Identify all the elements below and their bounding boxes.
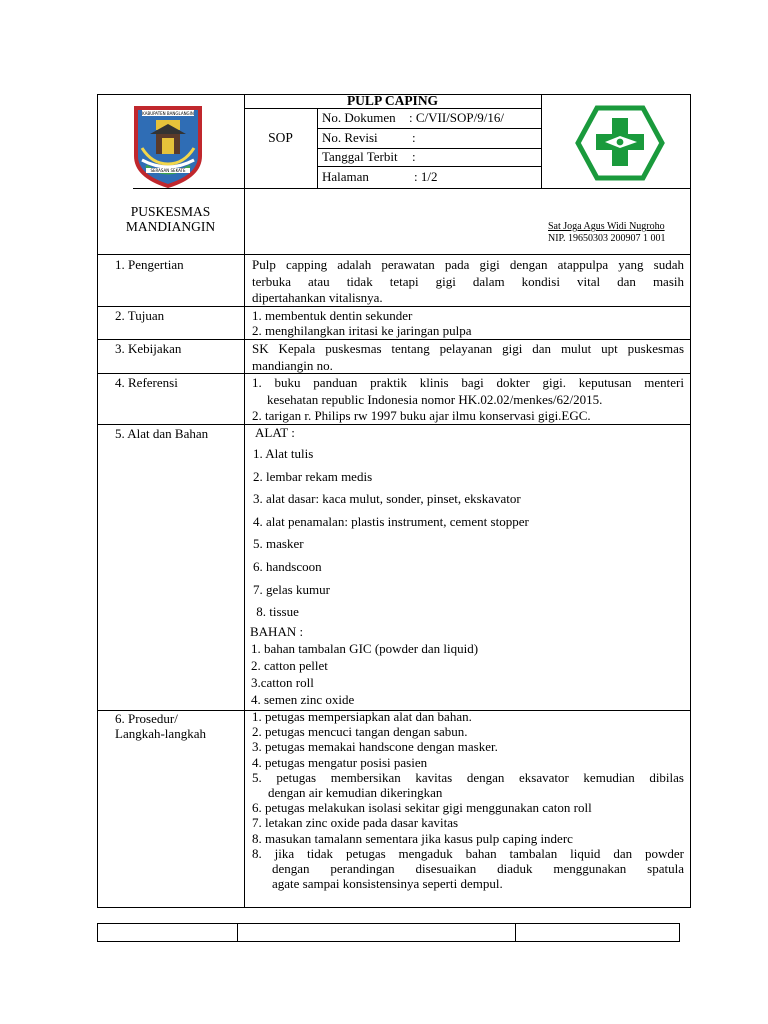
alat-title: ALAT : [255,425,295,440]
svg-text:KABUPATEN BANGLANGIN: KABUPATEN BANGLANGIN [142,111,194,116]
row-line-3 [97,339,691,340]
signer-name: Sat Joga Agus Widi Nugroho [548,221,665,232]
list-item: 2. petugas mencuci tangan dengan sabun. [252,724,468,740]
pengertian-text: Pulp capping adalah perawatan pada gigi dengan atappulpa yang sudah terbuka atau tidak tetapi gigi dalam kondisi vital dan masih dipertahankan vitalisnya. [252,257,684,305]
field-no-revisi-label: No. Revisi [322,130,378,145]
puskesmas-cross-icon [575,105,665,181]
list-item: 3. petugas memakai handscone dengan masker. [252,739,498,755]
footer-divider-1 [237,923,238,942]
list-item: 3. alat dasar: kaca mulut, sonder, pinset, ekskavator [253,491,521,507]
table-border-right [690,94,691,908]
list-item: 1. bahan tambalan GIC (powder dan liquid) [251,641,479,656]
field-no-dokumen-value: : C/VII/SOP/9/16/ [409,110,504,125]
document-title: PULP CAPING [346,93,439,108]
list-item: 2. menghilangkan iritasi ke jaringan pulpa [252,323,472,339]
list-item: 4. semen zinc oxide [251,692,355,707]
header-divider-right [541,94,542,189]
prosedur-steps: 1. petugas mempersiapkan alat dan bahan. 2. petugas mencuci tangan dengan sabun. 3. petugas memakai handscone dengan masker. 4. petugas mengatur posisi pasien 5. petugas membersikan kavitas dengan eksavator kemudian dibilas dengan air kemudian dikeringkan 6. petugas melakukan isolasi sekitar gigi menggunakan caton roll 7. letakan zinc oxide pada dasar kavitas 8. masukan tamalann sementara jika kasus pulp caping inderc 8. jika tidak petugas mengaduk bahan tambalan liquid dan powder dengan perandingan disesuaikan diaduk menggunakan spatula agate sampai konsistensinya seperti dempul. [252,709,684,892]
section-label-tujuan: 2. Tujuan [115,308,165,323]
list-item: 1. petugas mempersiapkan alat dan bahan. [252,709,472,724]
header-bottom-line-left [133,188,244,189]
tujuan-list [252,308,472,338]
field-line-3 [317,166,541,167]
list-item: 5. masker [253,536,304,552]
label-column-divider [244,94,245,908]
footer-border-left [97,923,98,942]
section-label-pengertian: 1. Pengertian [115,257,184,272]
list-item: 4. petugas mengatur posisi pasien [252,754,428,770]
field-line-1 [317,128,541,129]
list-item: 1. Alat tulis [253,446,314,461]
section-label-referensi: 4. Referensi [115,375,178,390]
row-line-1 [97,254,691,255]
list-item: 6. petugas melakukan isolasi sekitar gigi menggunakan caton roll [252,800,592,816]
footer-divider-2 [515,923,516,942]
list-item: 8. jika tidak petugas mengaduk bahan tambalan liquid dan powder [252,845,684,861]
footer-border-top [97,923,680,924]
field-halaman-label: Halaman [322,169,369,184]
header-bottom-line-right [244,188,691,189]
list-item: 8. masukan tamalann sementara jika kasus pulp caping inderc [252,830,573,846]
sop-label: SOP [268,130,293,145]
list-item: 7. gelas kumur [253,581,330,597]
bahan-list [251,640,478,708]
field-halaman-value: : 1/2 [414,169,438,184]
table-border-bottom [97,907,691,908]
org-name-line1: PUSKESMAS [130,204,211,219]
list-item: 6. handscoon [253,558,322,574]
footer-border-right [679,923,680,942]
field-tanggal-terbit-value: : [412,149,416,164]
list-item: 2. catton pellet [251,658,328,673]
kebijakan-text: SK Kepala puskesmas tentang pelayanan gigi dan mulut upt puskesmas mandiangin no. [252,341,684,373]
org-name-line2: MANDIANGIN [125,219,216,234]
section-label-prosedur-line2: Langkah-langkah [115,726,206,741]
list-item: 5. petugas membersikan kavitas dengan eksavator kemudian dibilas [252,769,684,785]
alat-list [253,443,529,624]
field-no-revisi-value: : [412,130,416,145]
signer-nip: NIP. 19650303 200907 1 001 [548,233,666,244]
section-label-prosedur-line1: 6. Prosedur/ [115,711,178,726]
field-tanggal-terbit-label: Tanggal Terbit [322,149,398,164]
field-no-dokumen-label: No. Dokumen [322,110,396,125]
list-item: 2. lembar rekam medis [253,468,373,484]
list-item: 4. alat penamalan: plastis instrument, cement stopper [253,513,529,529]
svg-text:SERASAN SEKATE: SERASAN SEKATE [150,168,186,173]
regency-emblem-icon [132,104,204,188]
list-item: 1. membentuk dentin sekunder [252,308,413,323]
list-item: 7. letakan zinc oxide pada dasar kavitas [252,815,459,831]
referensi-text: 1. buku panduan praktik klinis bagi dokter gigi. keputusan menteri kesehatan republic Indonesia nomor HK.02.02/menkes/62/2015. 2. tarigan r. Philips rw 1997 buku ajar ilmu konservasi gigi.EGC. [252,375,684,423]
bahan-title: BAHAN : [250,624,304,639]
footer-border-bottom [97,941,680,942]
list-item: 3.catton roll [251,675,314,690]
section-label-alat-bahan: 5. Alat dan Bahan [115,426,209,441]
list-item: 8. tissue [253,604,299,620]
section-label-kebijakan: 3. Kebijakan [115,341,182,356]
